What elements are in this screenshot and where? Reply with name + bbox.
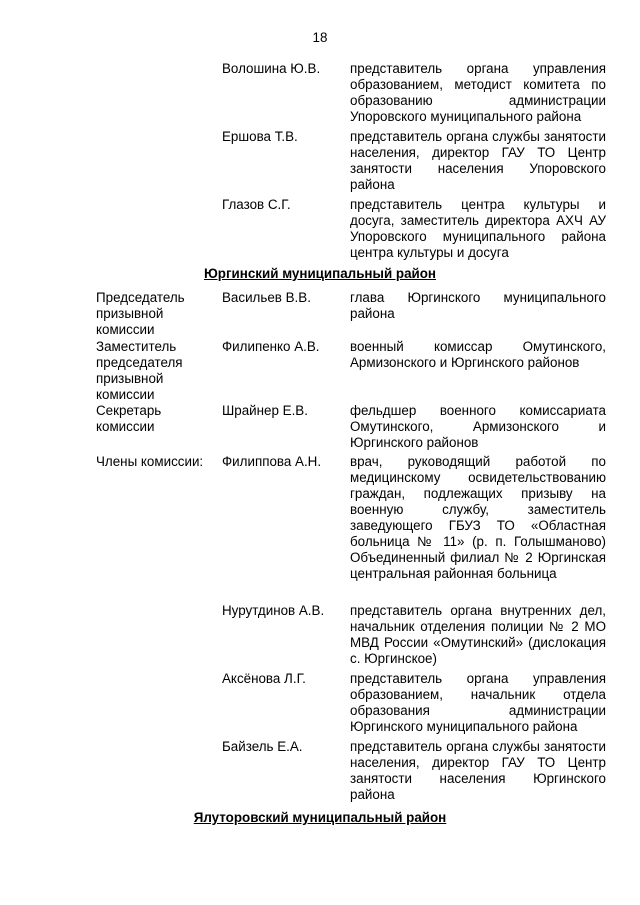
member-description: представитель органа внутренних дел, начальник отделения полиции № 2 МО МВД России «Омутинский» (дислокация с. Юргинское) bbox=[350, 603, 606, 666]
member-description: врач, руководящий работой по медицинскому освидетельствованию граждан, подлежащих призыву на военную службу, заместитель заведующего ГБУЗ ТО «Областная больница № 11» (р. п. Голышманово) Объединенный филиал № 2 Юргинская центральная районная больница bbox=[350, 454, 606, 581]
member-name: Волошина Ю.В. bbox=[222, 61, 321, 76]
member-name: Васильев В.В. bbox=[222, 290, 311, 305]
member-description: представитель органа управления образованием, начальник отдела образования администрации Юргинского муниципального района bbox=[350, 671, 606, 734]
member-description: глава Юргинского муниципального района bbox=[350, 290, 606, 321]
member-description: представитель центра культуры и досуга, заместитель директора АХЧ АУ Упоровского муниципального района центра культуры и досуга bbox=[350, 197, 606, 260]
page-number: 18 bbox=[312, 30, 328, 45]
member-name: Байзель Е.А. bbox=[222, 739, 303, 754]
member-description: военный комиссар Омутинского, Армизонского и Юргинского районов bbox=[350, 339, 606, 370]
member-description: представитель органа службы занятости населения, директор ГАУ ТО Центр занятости населения Упоровского района bbox=[350, 129, 606, 192]
member-role: Секретарь комиссии bbox=[96, 403, 162, 434]
member-name: Глазов С.Г. bbox=[222, 197, 291, 212]
member-description: представитель органа управления образованием, методист комитета по образованию администрации Упоровского муниципального района bbox=[350, 61, 606, 124]
member-description: представитель органа службы занятости населения, директор ГАУ ТО Центр занятости населения Юргинского района bbox=[350, 739, 606, 802]
section-heading-yurginsky: Юргинский муниципальный район bbox=[203, 266, 437, 281]
section-heading-yalutorovsky: Ялуторовский муниципальный район bbox=[193, 810, 447, 825]
member-role: Члены комиссии: bbox=[96, 454, 204, 469]
member-name: Филипенко А.В. bbox=[222, 339, 320, 354]
member-name: Шрайнер Е.В. bbox=[222, 403, 308, 418]
member-description: фельдшер военного комиссариата Омутинского, Армизонского и Юргинского районов bbox=[350, 403, 606, 450]
member-name: Аксёнова Л.Г. bbox=[222, 671, 306, 686]
member-role: Председатель призывной комиссии bbox=[96, 290, 185, 337]
member-role: Заместитель председателя призывной комиссии bbox=[96, 339, 183, 402]
member-name: Ершова Т.В. bbox=[222, 129, 298, 144]
member-name: Нурутдинов А.В. bbox=[222, 603, 325, 618]
member-name: Филиппова А.Н. bbox=[222, 454, 322, 469]
